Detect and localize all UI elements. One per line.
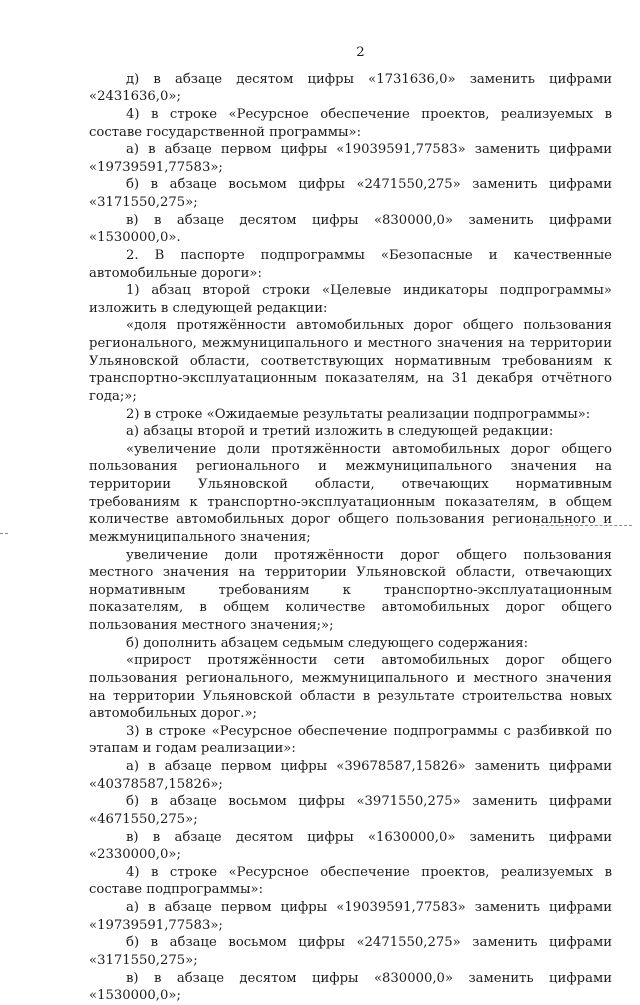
paragraph: в) в абзаце десятом цифры «830000,0» заменить цифрами «1530000,0»; bbox=[89, 970, 612, 1004]
paragraph: «прирост протяжённости сети автомобильных дорог общего пользования регионального, межмуниципального и местного значения на территории Ульяновской области в результате строительства новых автомобильных дорог.»; bbox=[89, 653, 612, 722]
paragraph: «доля протяжённости автомобильных дорог общего пользования регионального, межмуниципального и местного значения на территории Ульяновской области, соответствующих нормативным требованиям к транспортно-эксплуатационным показателям, на 31 декабря отчётного года;»; bbox=[89, 318, 612, 404]
paragraph: 4) в строке «Ресурсное обеспечение проектов, реализуемых в составе подпрограммы»: bbox=[89, 864, 612, 898]
paragraph: а) в абзаце первом цифры «39678587,15826» заменить цифрами «40378587,15826»; bbox=[89, 759, 612, 792]
paragraph: 2) в строке «Ожидаемые результаты реализации подпрограммы»: bbox=[126, 406, 591, 422]
paragraph: б) в абзаце восьмом цифры «3971550,275» заменить цифрами «4671550,275»; bbox=[89, 794, 612, 827]
paragraph: 3) в строке «Ресурсное обеспечение подпрограммы с разбивкой по этапам и годам реализации»: bbox=[89, 723, 612, 757]
paragraph: а) в абзаце первом цифры «19039591,77583» заменить цифрами «19739591,77583»; bbox=[89, 142, 612, 175]
paragraph: в) в абзаце десятом цифры «1630000,0» заменить цифрами «2330000,0»; bbox=[89, 829, 612, 863]
paragraph: 4) в строке «Ресурсное обеспечение проектов, реализуемых в составе государственной программы»: bbox=[89, 106, 612, 140]
paragraph: б) в абзаце восьмом цифры «2471550,275» заменить цифрами «3171550,275»; bbox=[89, 935, 612, 968]
paragraph: увеличение доли протяжённости дорог общего пользования местного значения на территории Ульяновской области, отвечающих нормативным требованиям к транспортно-эксплуатационным показателям, в общем количестве автомобильных дорог общего пользования местного значения;»; bbox=[89, 547, 612, 633]
paragraph: 1) абзац второй строки «Целевые индикаторы подпрограммы» изложить в следующей редакции: bbox=[89, 283, 612, 316]
page-number: 2 bbox=[356, 45, 365, 60]
paragraph: в) в абзаце десятом цифры «830000,0» заменить цифрами «1530000,0». bbox=[89, 212, 612, 246]
scan-artifact-line bbox=[0, 533, 8, 534]
paragraph: «увеличение доли протяжённости автомобильных дорог общего пользования регионального и межмуниципального значения на территории Ульяновской области, отвечающих нормативным требованиям к транспортно-эксплуатационным показателям, в общем количестве автомобильных дорог общего пользования регионального и межмуниципального значения; bbox=[89, 441, 612, 545]
paragraph: а) в абзаце первом цифры «19039591,77583» заменить цифрами «19739591,77583»; bbox=[89, 900, 612, 933]
paragraph: б) в абзаце восьмом цифры «2471550,275» заменить цифрами «3171550,275»; bbox=[89, 177, 612, 210]
paragraph: 2. В паспорте подпрограммы «Безопасные и качественные автомобильные дороги»: bbox=[89, 247, 612, 281]
scan-artifact-line bbox=[536, 525, 632, 526]
paragraph: б) дополнить абзацем седьмым следующего содержания: bbox=[126, 635, 529, 651]
paragraph: д) в абзаце десятом цифры «1731636,0» заменить цифрами «2431636,0»; bbox=[89, 71, 612, 105]
paragraph: а) абзацы второй и третий изложить в следующей редакции: bbox=[126, 424, 554, 440]
